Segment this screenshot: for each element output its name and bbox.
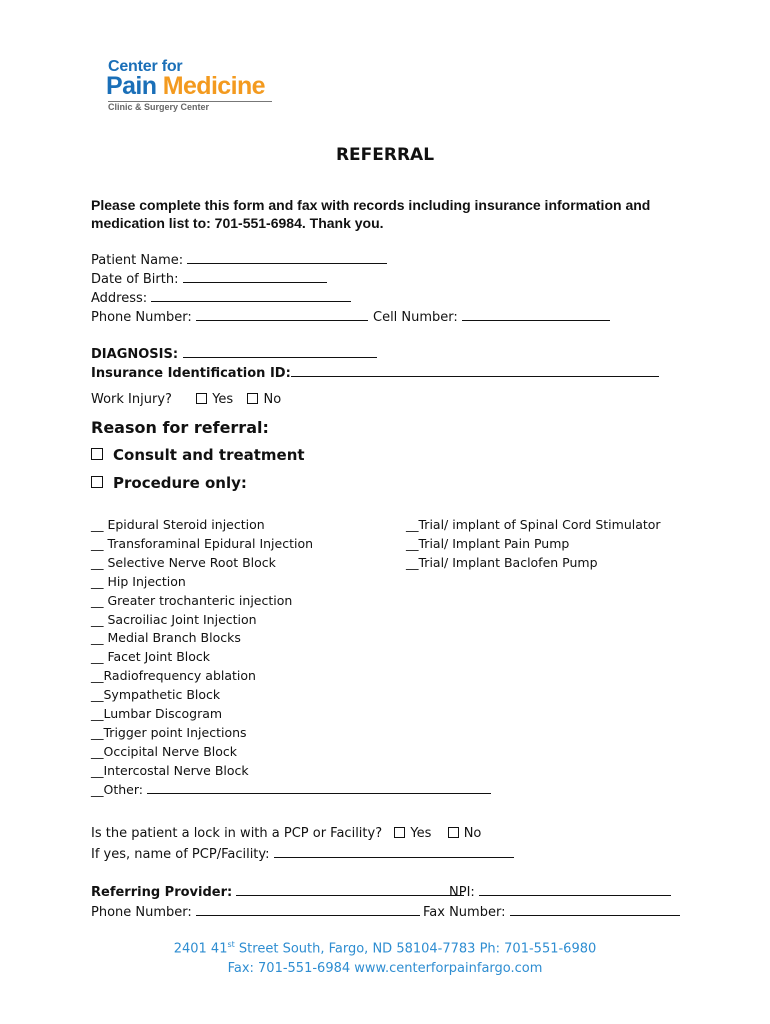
footer-street-rest: Street South, Fargo, ND 58104-7783 Ph: 701-551-6980 — [234, 941, 597, 957]
phone-label: Phone Number: — [91, 310, 192, 325]
reason-heading: Reason for referral: — [91, 418, 269, 437]
procedure-label: Procedure only: — [113, 474, 247, 492]
referring-phone-field[interactable] — [196, 904, 420, 916]
npi-field[interactable] — [479, 884, 671, 896]
consult-option — [91, 446, 305, 464]
logo-line-2 — [106, 72, 265, 101]
cell-field[interactable] — [462, 309, 610, 321]
consult-checkbox[interactable] — [91, 448, 103, 460]
patient-name-label: Patient Name: — [91, 253, 184, 268]
work-injury-yes-checkbox[interactable] — [196, 393, 207, 404]
referring-provider-row — [91, 884, 464, 900]
procedure-item[interactable]: __Sympathetic Block — [91, 687, 221, 703]
procedure-item[interactable]: __Lumbar Discogram — [91, 706, 223, 722]
page-title: REFERRAL — [335, 145, 435, 165]
pcp-name-label: If yes, name of PCP/Facility: — [91, 847, 270, 862]
cell-label: Cell Number: — [373, 310, 458, 325]
procedure-item[interactable]: __Trial/ implant of Spinal Cord Stimulator — [406, 517, 661, 532]
procedure-item[interactable]: __ Greater trochanteric injection — [91, 592, 293, 608]
dob-label: Date of Birth: — [91, 272, 179, 287]
footer-street-suffix: st — [227, 940, 235, 949]
logo-line-3: Clinic & Surgery Center — [108, 102, 210, 112]
pcp-name-field[interactable] — [274, 846, 514, 858]
procedure-item[interactable]: __Trigger point Injections — [91, 724, 247, 740]
procedure-option — [91, 474, 247, 492]
insurance-row — [91, 365, 659, 381]
fax-field[interactable] — [510, 904, 680, 916]
referring-phone-label: Phone Number: — [91, 905, 192, 920]
procedure-item[interactable]: __Trial/ Implant Baclofen Pump — [406, 554, 598, 570]
procedure-other-field[interactable] — [147, 782, 491, 794]
diagnosis-row — [91, 346, 377, 362]
lock-in-yes-label: Yes — [410, 826, 432, 841]
pcp-name-row — [91, 846, 514, 862]
lock-in-yes-checkbox[interactable] — [394, 827, 405, 838]
npi-label: NPI: — [449, 885, 475, 900]
work-injury-no-checkbox[interactable] — [247, 393, 258, 404]
logo-line-1: Center for — [108, 58, 183, 75]
work-injury-label: Work Injury? — [91, 392, 172, 407]
procedure-item[interactable]: __ Medial Branch Blocks — [91, 630, 241, 646]
footer-address — [0, 940, 770, 956]
address-label: Address: — [91, 291, 148, 306]
procedure-item[interactable]: __Intercostal Nerve Block — [91, 762, 249, 778]
procedure-other-label: __Other: — [91, 781, 143, 797]
lock-in-row — [91, 826, 481, 841]
referring-provider-label: Referring Provider: — [91, 885, 233, 900]
instructions: Please complete this form and fax with records including insurance information and medication list to: 701-551-6984. Thank you. — [91, 197, 651, 231]
lock-in-no-checkbox[interactable] — [448, 827, 459, 838]
insurance-label: Insurance Identification ID: — [91, 366, 291, 381]
fax-label: Fax Number: — [423, 905, 506, 920]
procedure-item[interactable]: __ Facet Joint Block — [91, 649, 211, 665]
procedure-item[interactable]: __ Sacroiliac Joint Injection — [91, 611, 257, 627]
work-injury-row — [91, 392, 281, 407]
referring-phone-row — [91, 904, 420, 920]
cell-row — [373, 309, 610, 325]
phone-row — [91, 309, 368, 325]
fax-row — [423, 904, 680, 920]
consult-label: Consult and treatment — [113, 446, 305, 464]
address-row — [91, 290, 351, 306]
insurance-field[interactable] — [291, 365, 659, 377]
procedure-item[interactable]: __ Transforaminal Epidural Injection — [91, 535, 314, 551]
procedure-item[interactable]: __ Selective Nerve Root Block — [91, 554, 276, 570]
patient-name-field[interactable] — [187, 252, 387, 264]
procedure-checkbox[interactable] — [91, 476, 103, 488]
referring-provider-field[interactable] — [236, 884, 464, 896]
logo-word-medicine: Medicine — [162, 72, 265, 100]
address-field[interactable] — [151, 290, 351, 302]
procedure-item[interactable]: __ Epidural Steroid injection — [91, 517, 265, 532]
procedure-item[interactable]: __Occipital Nerve Block — [91, 743, 238, 759]
procedures-right-list — [406, 516, 661, 573]
diagnosis-label: DIAGNOSIS: — [91, 347, 179, 362]
dob-field[interactable] — [183, 271, 327, 283]
work-injury-no-label: No — [263, 392, 282, 407]
dob-row — [91, 271, 327, 287]
lock-in-question: Is the patient a lock in with a PCP or Facility? — [91, 826, 383, 841]
footer-street-number: 2401 41 — [173, 941, 228, 957]
patient-name-row — [91, 252, 387, 268]
procedure-item[interactable]: __Trial/ Implant Pain Pump — [406, 535, 570, 551]
lock-in-no-label: No — [463, 826, 482, 841]
procedure-item[interactable]: __ Hip Injection — [91, 573, 186, 589]
phone-field[interactable] — [196, 309, 368, 321]
logo-word-pain: Pain — [106, 72, 157, 100]
diagnosis-field[interactable] — [183, 346, 377, 358]
npi-row — [449, 884, 671, 900]
procedure-item[interactable]: __Radiofrequency ablation — [91, 668, 256, 684]
work-injury-yes-label: Yes — [212, 392, 234, 407]
footer-contact: Fax: 701-551-6984 www.centerforpainfargo.com — [227, 961, 543, 976]
procedure-other-row — [91, 781, 491, 800]
